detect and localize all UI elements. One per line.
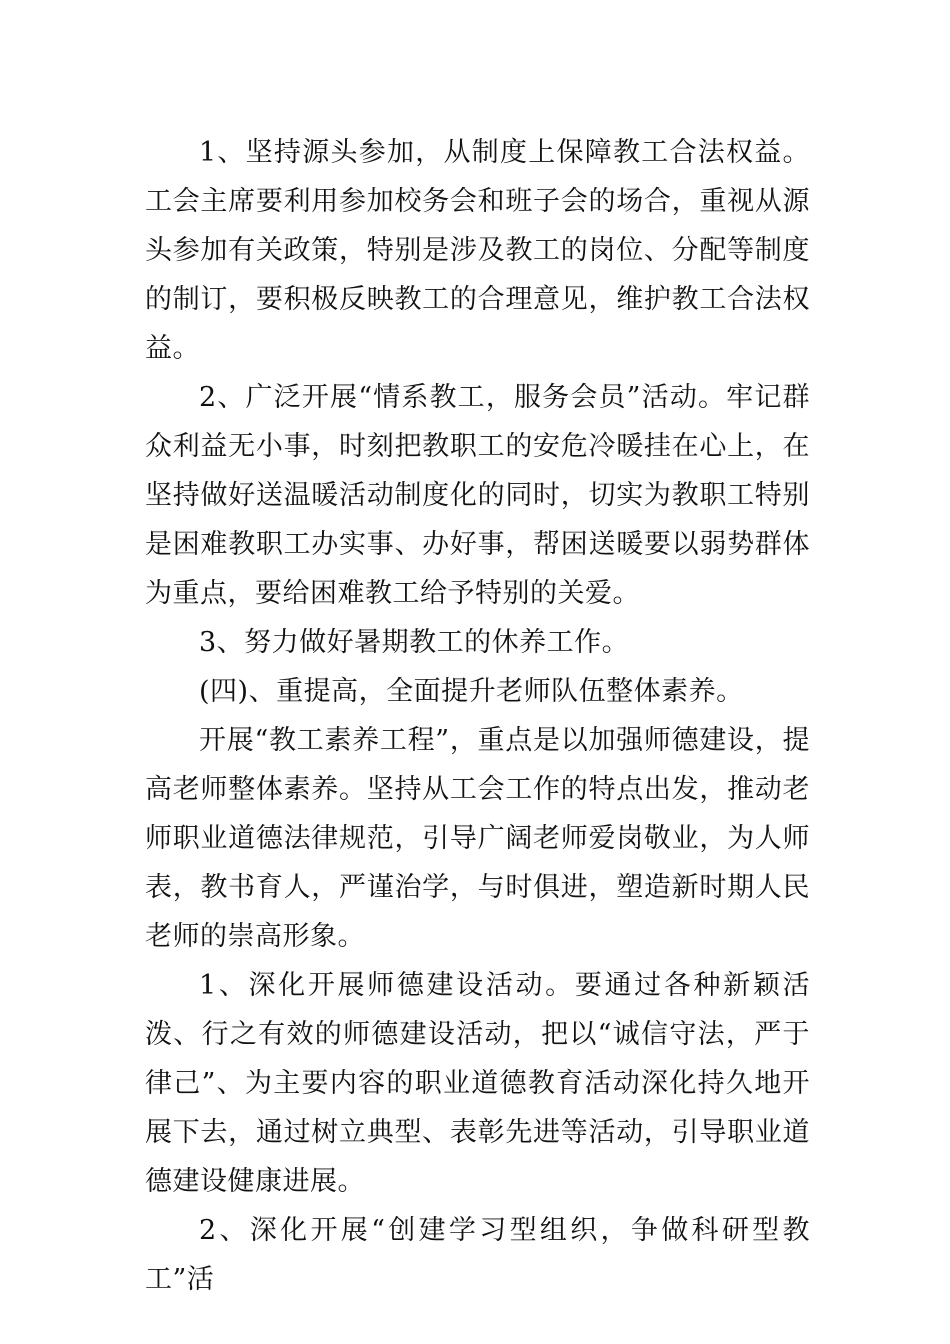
paragraph-6: 1、深化开展师德建设活动。要通过各种新颖活泼、行之有效的师德建设活动，把以“诚信守法，严于律己”、为主要内容的职业道德教育活动深化持久地开展下去，通过树立典型、表彰先进等活动，引导职业道德建设健康进展。	[145, 970, 810, 1197]
section-heading-4: (四)、重提高，全面提升老师队伍整体素养。	[199, 676, 744, 707]
paragraph-3: 3、努力做好暑期教工的休养工作。	[199, 627, 630, 658]
paragraph-5: 开展“教工素养工程”，重点是以加强师德建设，提高老师整体素养。坚持从工会工作的特点出发，推动老师职业道德法律规范，引导广阔老师爱岗敬业，为人师表，教书育人，严谨治学，与时俱进，塑造新时期人民老师的崇高形象。	[145, 725, 810, 952]
document-body	[145, 128, 810, 1304]
paragraph-2: 2、广泛开展“情系教工，服务会员”活动。牢记群众利益无小事，时刻把教职工的安危冷暖挂在心上，在坚持做好送温暖活动制度化的同时，切实为教职工特别是困难教职工办实事、办好事，帮困送暖要以弱势群体为重点，要给困难教工给予特别的关爱。	[145, 382, 810, 609]
paragraph-1: 1、坚持源头参加，从制度上保障教工合法权益。工会主席要利用参加校务会和班子会的场合，重视从源头参加有关政策，特别是涉及教工的岗位、分配等制度的制订，要积极反映教工的合理意见，维护教工合法权益。	[145, 137, 810, 364]
paragraph-7: 2、深化开展“创建学习型组织，争做科研型教工”活	[145, 1215, 810, 1295]
